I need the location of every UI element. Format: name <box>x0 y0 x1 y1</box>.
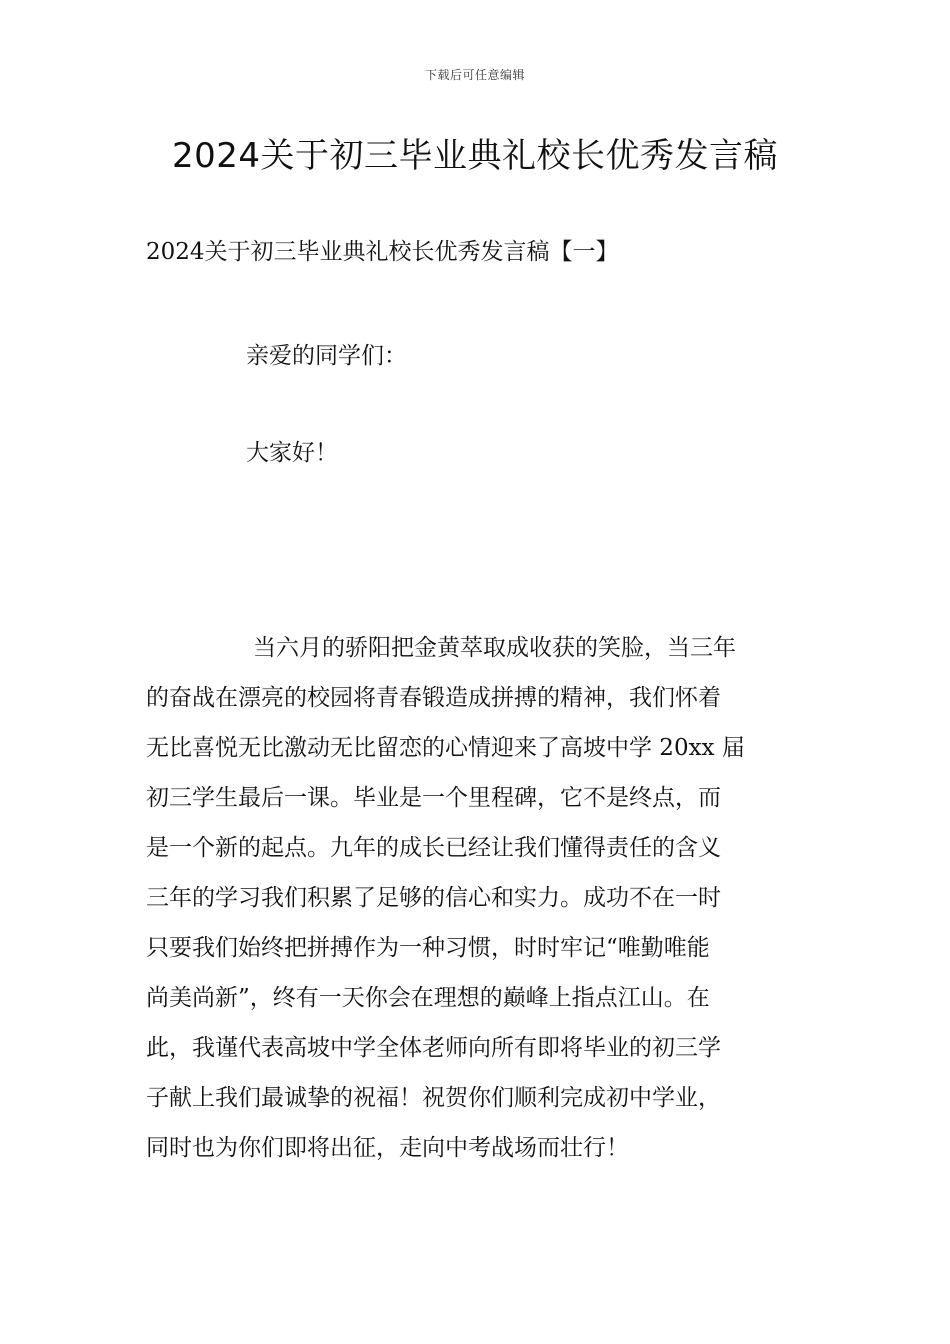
document-title: 2024关于初三毕业典礼校长优秀发言稿 <box>171 136 779 176</box>
body-paragraph <box>146 628 806 1178</box>
section-heading: 2024关于初三毕业典礼校长优秀发言稿【一】 <box>146 239 619 265</box>
body-line: 子献上我们最诚挚的祝福！祝贺你们顺利完成初中学业， <box>146 1085 721 1111</box>
salutation: 亲爱的同学们： <box>246 343 407 369</box>
body-line: 当六月的骄阳把金黄萃取成收获的笑脸，当三年 <box>253 635 736 661</box>
body-line: 尚美尚新”，终有一天你会在理想的巅峰上指点江山。在 <box>146 985 710 1011</box>
greeting: 大家好！ <box>246 440 338 466</box>
body-line: 只要我们始终把拼搏作为一种习惯，时时牢记“唯勤唯能 <box>146 935 710 961</box>
body-line: 无比喜悦无比激动无比留恋的心情迎来了高坡中学 20xx 届 <box>146 735 745 761</box>
body-line: 此，我谨代表高坡中学全体老师向所有即将毕业的初三学 <box>146 1035 721 1061</box>
page-header-note: 下载后可任意编辑 <box>424 68 525 82</box>
body-line: 的奋战在漂亮的校园将青春锻造成拼搏的精神，我们怀着 <box>146 685 721 711</box>
body-line: 是一个新的起点。九年的成长已经让我们懂得责任的含义 <box>146 835 721 861</box>
body-line: 初三学生最后一课。毕业是一个里程碑，它不是终点，而 <box>146 785 721 811</box>
body-line: 三年的学习我们积累了足够的信心和实力。成功不在一时 <box>146 885 721 911</box>
body-line: 同时也为你们即将出征，走向中考战场而壮行！ <box>146 1135 629 1161</box>
